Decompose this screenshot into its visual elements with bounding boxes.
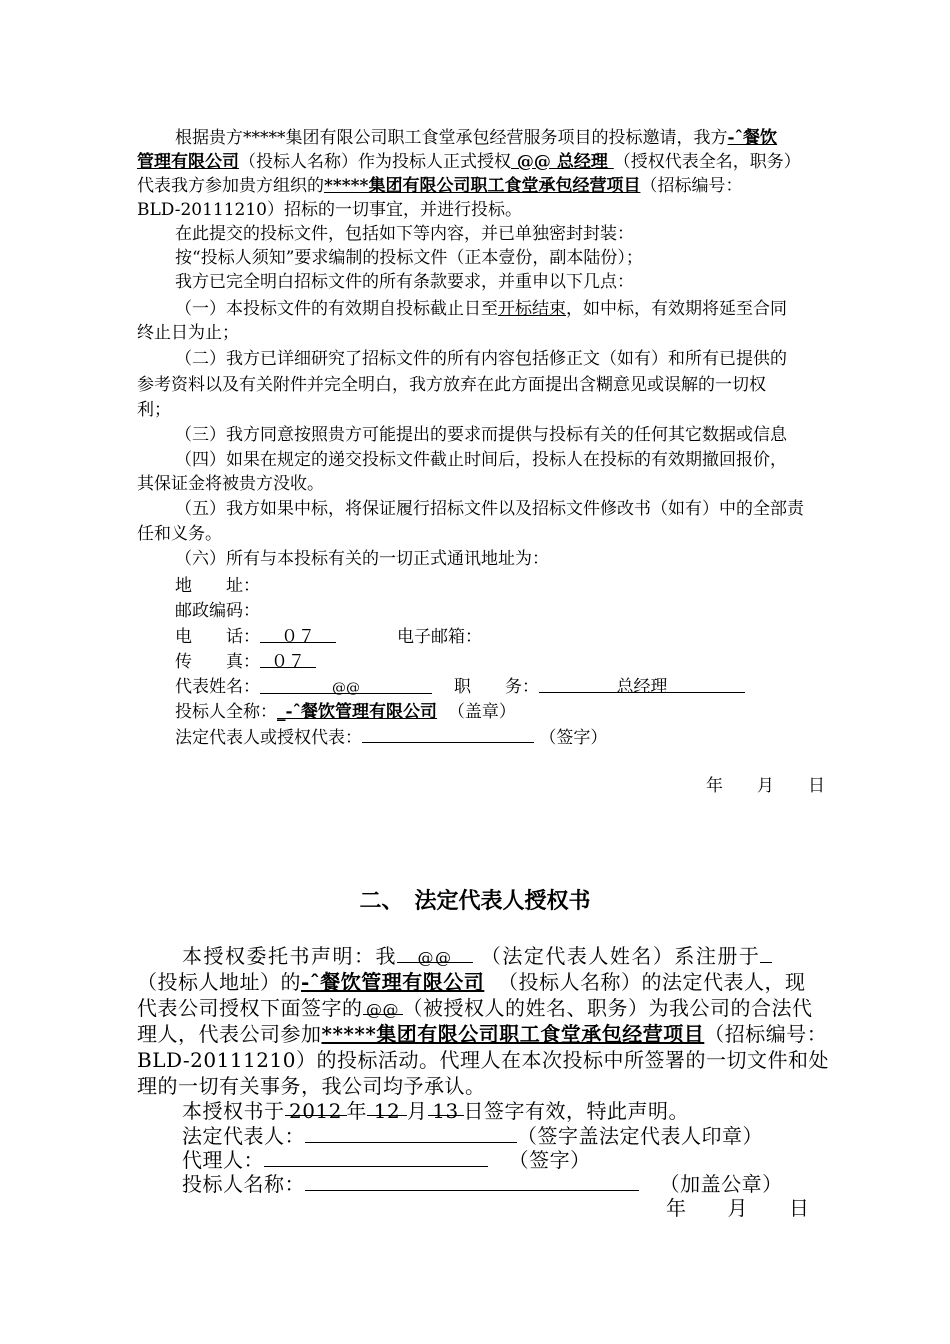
fullname-value: _-ˆ餐饮管理有限公司 xyxy=(277,702,438,722)
p3: 按“投标人须知”要求编制的投标文件（正本壹份，副本陆份）； xyxy=(175,248,643,268)
legal-row: 法定代表人或授权代表： （签字） xyxy=(175,728,608,748)
p2-date-line: 本授权书于 2012 年 12 月 13 日签字有效，特此声明。 xyxy=(182,1099,689,1123)
repname-value: @@ xyxy=(260,677,432,694)
company-name-2: -ˆ餐饮管理有限公司 xyxy=(301,970,485,994)
phone-row: 电 话： ０７ xyxy=(175,626,336,648)
p2-line1: 本授权委托书声明：我 @@ （法定代表人姓名）系注册于 xyxy=(182,944,772,968)
rep-name: @@ 总经理 xyxy=(511,152,614,172)
company-name: -ˆ餐饮 xyxy=(727,128,778,148)
item1-line2: 终止日为止； xyxy=(137,323,239,343)
sign-day: 13 xyxy=(428,1099,464,1116)
item6: （六）所有与本投标有关的一切正式通讯地址为： xyxy=(175,549,549,569)
section-title: 二、 法定代表人授权书 xyxy=(359,889,591,914)
part1-date: 年 月 日 xyxy=(706,776,825,796)
legal-rep-row: 法定代表人： （签字盖法定代表人印章） xyxy=(182,1124,763,1148)
email-row: 电子邮箱： xyxy=(397,627,482,647)
item4-line1: （四）如果在规定的递交投标文件截止时间后，投标人在投标的有效期撤回报价， xyxy=(175,450,787,470)
p2-line6: 理的一切有关事务，我公司均予承认。 xyxy=(137,1074,486,1098)
fax-value: ０７ xyxy=(260,651,316,668)
project-name: *****集团有限公司职工食堂承包经营项目 xyxy=(324,176,641,196)
item1-line1: （一）本投标文件的有效期自投标截止日至开标结束，如中标，有效期将延至合同 xyxy=(175,299,787,319)
p2-line2: （投标人地址）的-ˆ餐饮管理有限公司 （投标人名称）的法定代表人，现 xyxy=(137,970,806,994)
p2-line3: 代表公司授权下面签字的 @@ （被授权人的姓名、职务）为我公司的合法代 xyxy=(137,996,813,1020)
legal-signature-blank xyxy=(362,726,534,743)
part2-date: 年 月 日 xyxy=(666,1196,810,1220)
item5-line1: （五）我方如果中标，将保证履行招标文件以及招标文件修改书（如有）中的全部责 xyxy=(175,499,804,519)
repname-row: 代表姓名： @@ xyxy=(175,676,432,698)
address-row: 地 址： xyxy=(175,576,260,596)
fax-row: 传 真： ０７ xyxy=(175,651,316,673)
phone-value: ０７ xyxy=(260,626,336,643)
item2-line3: 利； xyxy=(137,400,171,420)
p1-line2: 管理有限公司（投标人名称）作为投标人正式授权 @@ 总经理 （授权代表全名，职务） xyxy=(137,152,801,172)
position-value: 总经理 xyxy=(539,676,745,693)
p1-line1: 根据贵方*****集团有限公司职工食堂承包经营服务项目的投标邀请，我方-ˆ餐饮 xyxy=(175,128,778,148)
item4-line2: 其保证金将被贵方没收。 xyxy=(137,474,324,494)
agent-name: @@ xyxy=(363,998,403,1015)
sign-year: 2012 xyxy=(285,1099,347,1116)
bidder-blank xyxy=(305,1174,639,1191)
postcode-row: 邮政编码： xyxy=(175,601,260,621)
sign-month: 12 xyxy=(367,1099,407,1116)
p2-line5: BLD-20111210）的投标活动。代理人在本次投标中所签署的一切文件和处 xyxy=(137,1048,829,1072)
p2-line4: 理人，代表公司参加*****集团有限公司职工食堂承包经营项目（招标编号： xyxy=(137,1022,828,1046)
item5-line2: 任和义务。 xyxy=(137,524,222,544)
agent-row: 代理人： （签字） xyxy=(182,1148,591,1172)
position-row: 职 务： 总经理 xyxy=(454,676,745,698)
address-blank xyxy=(760,946,772,963)
project-name-2: *****集团有限公司职工食堂承包经营项目 xyxy=(321,1022,705,1046)
legal-rep-name: @@ xyxy=(397,946,473,963)
item3: （三）我方同意按照贵方可能提出的要求而提供与投标有关的任何其它数据或信息 xyxy=(175,425,787,445)
fullname-row: 投标人全称：_-ˆ餐饮管理有限公司 （盖章） xyxy=(175,702,516,722)
item2-line1: （二）我方已详细研究了招标文件的所有内容包括修正文（如有）和所有已提供的 xyxy=(175,349,787,369)
agent-blank xyxy=(264,1150,488,1167)
bidder-row: 投标人名称： （加盖公章） xyxy=(182,1172,783,1196)
p2: 在此提交的投标文件，包括如下等内容，并已单独密封封装： xyxy=(175,224,634,244)
p4: 我方已完全明白招标文件的所有条款要求，并重申以下几点： xyxy=(175,272,634,292)
p1-line3: 代表我方参加贵方组织的*****集团有限公司职工食堂承包经营项目（招标编号： xyxy=(137,176,743,196)
item2-line2: 参考资料以及有关附件并完全明白，我方放弃在此方面提出含糊意见或误解的一切权 xyxy=(137,375,766,395)
legal-rep-blank xyxy=(305,1126,517,1143)
p1-line4: BLD-20111210）招标的一切事宜，并进行投标。 xyxy=(137,200,522,220)
